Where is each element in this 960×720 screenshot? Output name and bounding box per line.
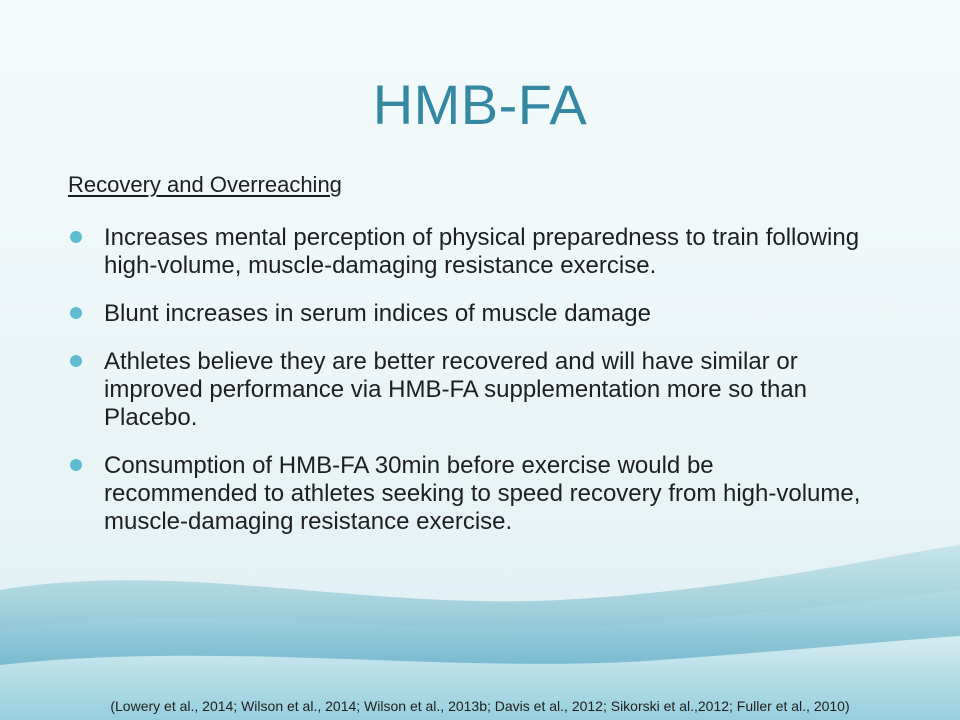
- bullet-text: Increases mental perception of physical preparedness to train following high-volume, muscle-damaging resistance exercise.: [104, 224, 860, 279]
- bullet-dot-icon: [70, 307, 82, 319]
- bullet-list: [68, 224, 868, 556]
- bullet-text: Consumption of HMB-FA 30min before exercise would be recommended to athletes seeking to speed recovery from high-volume, muscle-damaging resistance exercise.: [104, 452, 861, 535]
- bullet-dot-icon: [70, 459, 82, 471]
- bullet-dot-icon: [70, 355, 82, 367]
- section-heading: Recovery and Overreaching: [68, 172, 342, 197]
- slide-title: HMB-FA: [372, 73, 588, 136]
- bullet-text: Athletes believe they are better recovered and will have similar or improved performance via HMB-FA supplementation more so than Placebo.: [104, 348, 807, 431]
- bullet-item: [68, 300, 868, 328]
- bullet-item: [68, 452, 868, 536]
- bullet-item: [68, 348, 868, 432]
- bullet-item: [68, 224, 868, 280]
- citation-footer: (Lowery et al., 2014; Wilson et al., 2014; Wilson et al., 2013b; Davis et al., 2012; Sikorski et al.,2012; Fuller et al., 2010): [110, 698, 850, 714]
- bullet-text: Blunt increases in serum indices of muscle damage: [104, 300, 651, 327]
- bullet-dot-icon: [70, 231, 82, 243]
